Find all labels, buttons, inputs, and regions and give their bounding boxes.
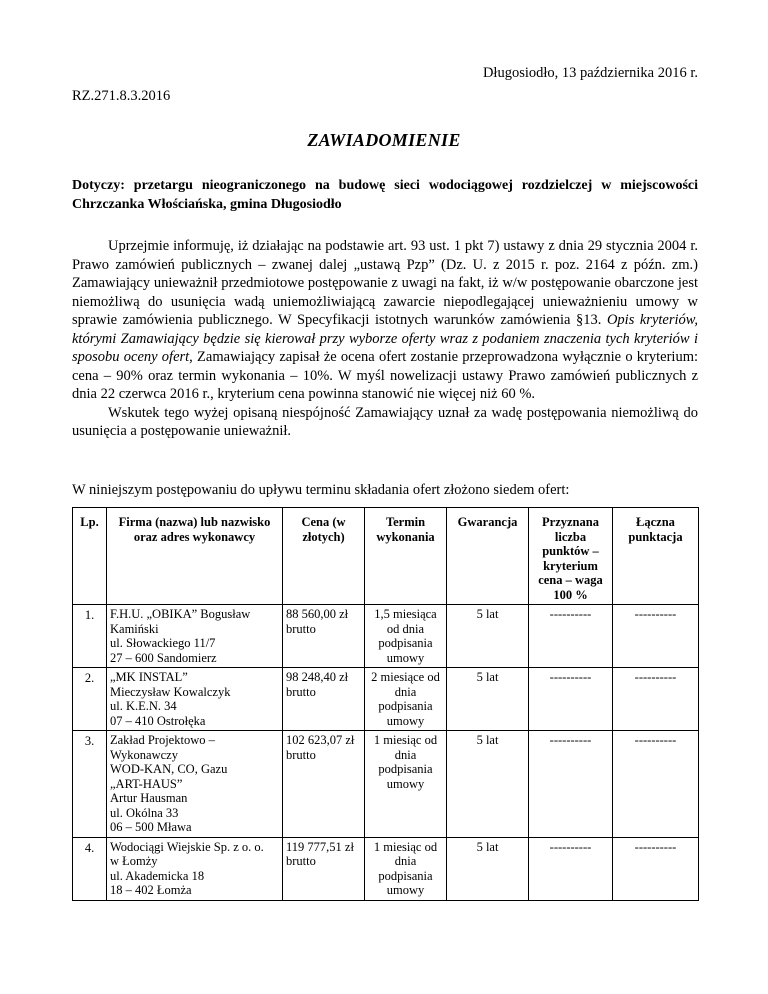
row-term: 2 miesiące od dnia podpisania umowy bbox=[365, 668, 447, 731]
row-warranty: 5 lat bbox=[447, 668, 529, 731]
table-header-row bbox=[73, 508, 699, 605]
firm-line: ul. Okólna 33 bbox=[110, 805, 179, 820]
row-firm bbox=[107, 731, 283, 838]
firm-line: w Łomży bbox=[110, 854, 158, 868]
row-term: 1 miesiąc od dnia podpisania umowy bbox=[365, 837, 447, 900]
row-total: ---------- bbox=[613, 605, 699, 668]
table-row bbox=[73, 731, 699, 838]
subject-line: Dotyczy: przetargu nieograniczonego na budowę sieci wodociągowej rozdzielczej w miejscowości Chrzczanka Włościańska, gmina Długosiodło bbox=[72, 178, 698, 212]
table-row bbox=[73, 837, 699, 900]
table-row bbox=[73, 668, 699, 731]
row-lp: 4. bbox=[73, 837, 107, 900]
paragraph-1-part-2: Zamawiający zapisał że ocena ofert zostanie przeprowadzona wyłącznie o kryterium: cena – 90% oraz termin wykonania – 10%. W myśl nowelizacji ustawy Prawo zamówień publicznych z dnia 22 czerwca 2016 r., kryterium cena powinna stanowić nie więcej niż 60 %. bbox=[72, 349, 698, 402]
header-firm: Firma (nazwa) lub nazwisko oraz adres wykonawcy bbox=[107, 508, 283, 605]
row-firm bbox=[107, 837, 283, 900]
header-lp: Lp. bbox=[73, 508, 107, 605]
row-points: ---------- bbox=[529, 605, 613, 668]
row-total: ---------- bbox=[613, 837, 699, 900]
row-firm bbox=[107, 605, 283, 668]
paragraph-1-part-1: Uprzejmie informuję, iż działając na podstawie art. 93 ust. 1 pkt 7) ustawy z dnia 29 stycznia 2004 r. Prawo zamówień publicznych – zwanej dalej „ustawą Pzp” (Dz. U. z 2015 r. poz. 2164 z późn. zm.) Zamawiający unieważnił przedmiotowe postępowanie z uwagi na fakt, iż w/w postępowanie obarczone jest niemożliwą do usunięcia wadą uniemożliwiającą zawarcie niepodlegającej unieważnieniu umowy w sprawie zamówienia publicznego. W Specyfikacji istotnych warunków zamówienia §13. bbox=[72, 238, 698, 328]
table-row bbox=[73, 605, 699, 668]
row-lp: 3. bbox=[73, 731, 107, 838]
row-total: ---------- bbox=[613, 731, 699, 838]
firm-line: 27 – 600 Sandomierz bbox=[110, 650, 217, 665]
body-text bbox=[72, 237, 698, 441]
firm-line: ul. K.E.N. 34 bbox=[110, 699, 177, 713]
header-points: Przyznana liczba punktów – kryterium cena – waga 100 % bbox=[529, 508, 613, 605]
row-lp: 1. bbox=[73, 605, 107, 668]
row-points: ---------- bbox=[529, 668, 613, 731]
reference-number: RZ.271.8.3.2016 bbox=[72, 88, 171, 104]
paragraph-2: Wskutek tego wyżej opisaną niespójność Zamawiający uznał za wadę postępowania niemożliwą do usunięcia a postępowanie unieważnił. bbox=[72, 404, 698, 439]
paragraph-1-italic: Opis kryteriów, którymi Zamawiający będzie się kierował przy wyborze oferty wraz z podaniem znaczenia tych kryteriów i sposobu oceny ofert, bbox=[72, 312, 698, 365]
document-title: ZAWIADOMIENIE bbox=[307, 130, 461, 150]
row-term: 1,5 miesiąca od dnia podpisania umowy bbox=[365, 605, 447, 668]
firm-line: 07 – 410 Ostrołęka bbox=[110, 713, 206, 728]
firm-line: WOD-KAN, CO, Gazu bbox=[110, 762, 228, 776]
place-date: Długosiodło, 13 października 2016 r. bbox=[482, 65, 698, 81]
firm-line: Kamiński bbox=[110, 621, 159, 636]
offers-table bbox=[72, 507, 699, 901]
row-firm bbox=[107, 668, 283, 731]
firm-line: Artur Hausman bbox=[110, 791, 188, 805]
firm-line: Wodociągi Wiejskie Sp. z o. o. bbox=[110, 839, 264, 854]
firm-line: Mieczysław Kowalczyk bbox=[110, 684, 231, 699]
row-warranty: 5 lat bbox=[447, 605, 529, 668]
firm-line: Zakład Projektowo – bbox=[110, 733, 215, 747]
row-price: 119 777,51 zł brutto bbox=[283, 837, 365, 900]
row-lp: 2. bbox=[73, 668, 107, 731]
firm-line: F.H.U. „OBIKA” Bogusław bbox=[110, 607, 251, 621]
firm-line: „MK INSTAL” bbox=[110, 670, 188, 684]
header-warranty: Gwarancja bbox=[447, 508, 529, 605]
firm-line: Wykonawczy bbox=[110, 747, 178, 762]
firm-line: 18 – 402 Łomża bbox=[110, 883, 192, 897]
firm-line: 06 – 500 Mława bbox=[110, 820, 192, 834]
header-total: Łączna punktacja bbox=[613, 508, 699, 605]
firm-line: ul. Słowackiego 11/7 bbox=[110, 636, 216, 650]
row-price: 102 623,07 zł brutto bbox=[283, 731, 365, 838]
row-price: 88 560,00 zł brutto bbox=[283, 605, 365, 668]
firm-line: „ART-HAUS” bbox=[110, 776, 183, 791]
row-warranty: 5 lat bbox=[447, 837, 529, 900]
row-price: 98 248,40 zł brutto bbox=[283, 668, 365, 731]
row-points: ---------- bbox=[529, 731, 613, 838]
header-price: Cena (w złotych) bbox=[283, 508, 365, 605]
offers-intro: W niniejszym postępowaniu do upływu terminu składania ofert złożono siedem ofert: bbox=[72, 482, 570, 498]
row-points: ---------- bbox=[529, 837, 613, 900]
header-term: Termin wykonania bbox=[365, 508, 447, 605]
paragraph-1 bbox=[72, 237, 698, 404]
row-warranty: 5 lat bbox=[447, 731, 529, 838]
firm-line: ul. Akademicka 18 bbox=[110, 868, 205, 883]
row-term: 1 miesiąc od dnia podpisania umowy bbox=[365, 731, 447, 838]
row-total: ---------- bbox=[613, 668, 699, 731]
